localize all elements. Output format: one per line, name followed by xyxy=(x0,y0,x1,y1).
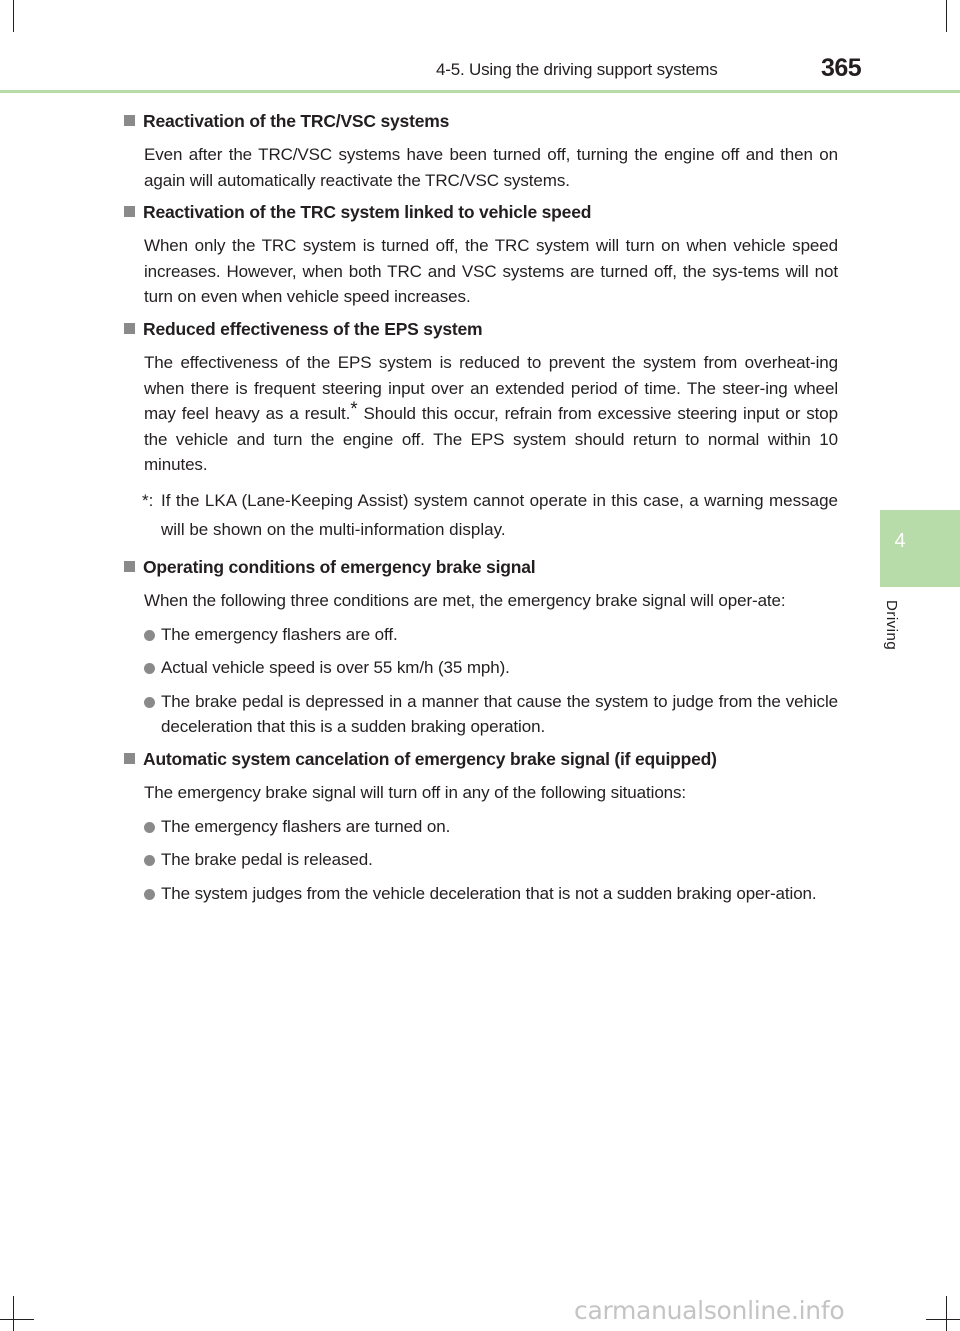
round-bullet-icon xyxy=(144,855,155,866)
list-item: The system judges from the vehicle deceleration that is not a sudden braking oper-ation. xyxy=(144,881,838,907)
square-bullet-icon xyxy=(124,753,135,764)
list-item: The emergency flashers are off. xyxy=(144,622,838,648)
section-heading: Reactivation of the TRC/VSC systems xyxy=(124,108,838,134)
footnote: *: If the LKA (Lane-Keeping Assist) system cannot operate in this case, a warning message will be shown on the multi-information display. xyxy=(142,486,838,544)
section-heading: Automatic system cancelation of emergency brake signal (if equipped) xyxy=(124,746,838,772)
square-bullet-icon xyxy=(124,115,135,126)
section-paragraph: When only the TRC system is turned off, the TRC system will turn on when vehicle speed increases. However, when both TRC and VSC systems are turned off, the sys-tems will not turn on even when vehicle speed increases. xyxy=(144,236,838,307)
list-item: The brake pedal is released. xyxy=(144,847,838,873)
section-heading: Reactivation of the TRC system linked to vehicle speed xyxy=(124,199,838,225)
section-paragraph: When the following three conditions are met, the emergency brake signal will oper-ate: xyxy=(144,590,786,610)
page-content xyxy=(124,102,838,906)
crop-mark xyxy=(946,0,947,32)
chapter-number: 4 xyxy=(894,530,906,552)
crop-mark xyxy=(946,1296,947,1331)
list-item: Actual vehicle speed is over 55 km/h (35 mph). xyxy=(144,655,838,681)
square-bullet-icon xyxy=(124,323,135,334)
header-rule xyxy=(0,90,960,93)
crop-mark xyxy=(13,1296,14,1331)
watermark: carmanualsonline.info xyxy=(574,1296,845,1325)
crop-mark xyxy=(926,1319,960,1320)
page-number: 365 xyxy=(821,54,862,82)
chapter-label: Driving xyxy=(883,600,900,651)
round-bullet-icon xyxy=(144,822,155,833)
section-paragraph: The effectiveness of the EPS system is reduced to prevent the system from overheat-ing when there is frequent steering input over an extended period of time. The steer-ing wheel may feel heavy as a result.* Should this occur, refrain from excessive steering input or stop the vehicle and turn the engine off. The EPS system should return to normal within 10 minutes. xyxy=(144,352,838,475)
square-bullet-icon xyxy=(124,561,135,572)
section-title: 4-5. Using the driving support systems xyxy=(436,60,718,79)
crop-mark xyxy=(0,1319,34,1320)
round-bullet-icon xyxy=(144,889,155,900)
crop-mark xyxy=(13,0,14,32)
footnote-asterisk: *: xyxy=(142,490,154,510)
section-paragraph: The emergency brake signal will turn off in any of the following situations: xyxy=(144,782,687,802)
round-bullet-icon xyxy=(144,663,155,674)
round-bullet-icon xyxy=(144,630,155,641)
section-heading: Operating conditions of emergency brake signal xyxy=(124,554,838,580)
section-paragraph: Even after the TRC/VSC systems have been turned off, turning the engine off and then on again will automatically reactivate the TRC/VSC systems. xyxy=(144,145,838,190)
footnote-marker: * xyxy=(350,399,358,421)
list-item: The emergency flashers are turned on. xyxy=(144,814,838,840)
round-bullet-icon xyxy=(144,697,155,708)
section-heading: Reduced effectiveness of the EPS system xyxy=(124,316,838,342)
square-bullet-icon xyxy=(124,206,135,217)
list-item: The brake pedal is depressed in a manner that cause the system to judge from the vehicle deceleration that this is a sudden braking operation. xyxy=(144,689,838,740)
